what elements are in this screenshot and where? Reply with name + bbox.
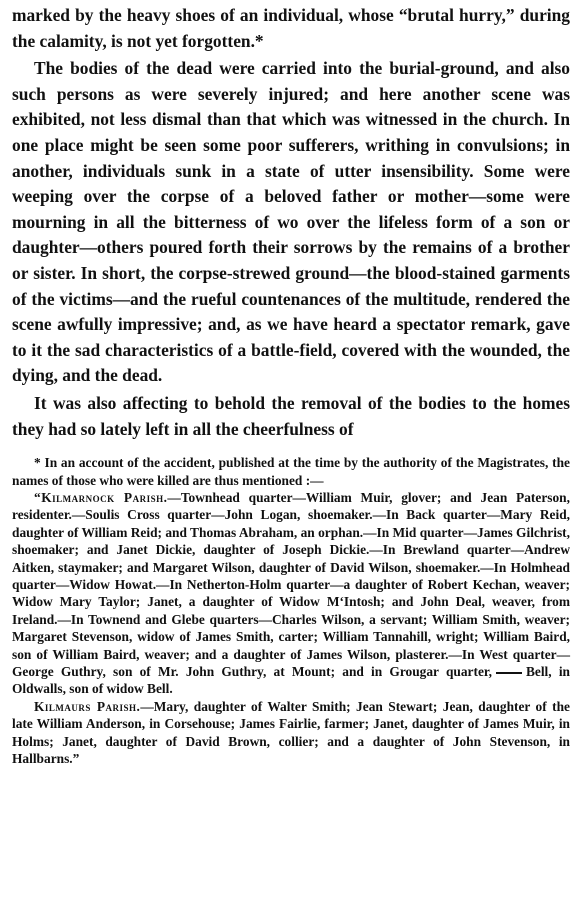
paragraph-burial-ground: The bodies of the dead were carried into the burial-ground, and also such persons as were severely injured; and here another scene was exhibited, not less dismal than that which was witnessed in the church. In one place might be seen some poor sufferers, writhing in convulsions; in another, individuals sunk in a state of utter insensibility. Some were weeping over the corpse of a beloved father or mother—some were mourning in all the bitterness of wo over the lifeless form of a son or daughter—others poured forth their sorrows by the remains of a brother or sister. In short, the corpse-strewed ground—the blood-stained garments of the victims—and the rueful countenances of the multitude, rendered the scene awfully impressive; and, as we have heard a spectator remark, gave to it the sad characteristics of a battle-field, covered with the wounded, the dying, and the dead. xyxy=(12,58,570,386)
paragraph-removal-of-bodies: It was also affecting to behold the removal of the bodies to the homes they had so lately left in all the cheerfulness of xyxy=(12,392,570,439)
footnote-kilmarnock-parish xyxy=(12,489,570,698)
footnote xyxy=(12,454,570,767)
footnote-kilmaurs-parish xyxy=(12,698,570,768)
footnote-intro: * In an account of the accident, published at the time by the authority of the Magistrates, the names of those who were killed are thus mentioned :— xyxy=(12,455,570,488)
kilmarnock-parish-text: —Townhead quarter—William Muir, glover; and Jean Paterson, residenter.—Soulis Cross quarter—John Logan, shoemaker.—In Back quarter—Mary Reid, daughter of William Reid; and Thomas Abraham, an orphan.—In Mid quarter—James Gilchrist, shoemaker; and Janet Dickie, daughter of Joseph Dickie.—In Brewland quarter—Andrew Aitken, staymaker; and Margaret Wilson, daughter of David Wilson, shoemaker.—In Holmhead quarter—Widow Howat.—In Netherton-Holm quarter—a daughter of Robert Kechan, weaver; Widow Mary Taylor; Janet, a daughter of Widow M‘Intosh; and John Deal, weaver, from Ireland.—In Townend and Glebe quarters—Charles Wilson, a servant; William Smith, weaver; Margaret Stevenson, widow of James Smith, carter; William Tannahill, wright; William Baird, son of William Baird, weaver; and a daughter of James Wilson, plasterer.—In West quarter—George Guthry, son of Mr. John Guthry, at Mount; and in Grougar quarter, xyxy=(12,489,570,679)
kilmaurs-parish-text: —Mary, daughter of Walter Smith; Jean Stewart; Jean, daughter of the late William Anderson, in Corsehouse; James Fairlie, farmer; Janet, daughter of James Muir, in Holms; Janet, daughter of David Brown, collier; and a daughter of John Stevenson, in Hallbarns.” xyxy=(12,698,570,766)
kilmarnock-parish-heading: “Kilmarnock Parish. xyxy=(34,489,168,505)
kilmarnock-parish-text-end: Bell, in Oldwalls, son of widow Bell. xyxy=(12,663,570,697)
blank-name-dash xyxy=(496,672,522,674)
book-page xyxy=(12,3,570,767)
paragraph-continuation: marked by the heavy shoes of an individual, whose “brutal hurry,” during the calamity, is not yet forgotten.* xyxy=(12,5,570,51)
kilmaurs-parish-heading: Kilmaurs Parish. xyxy=(34,698,141,714)
main-text xyxy=(12,3,570,442)
